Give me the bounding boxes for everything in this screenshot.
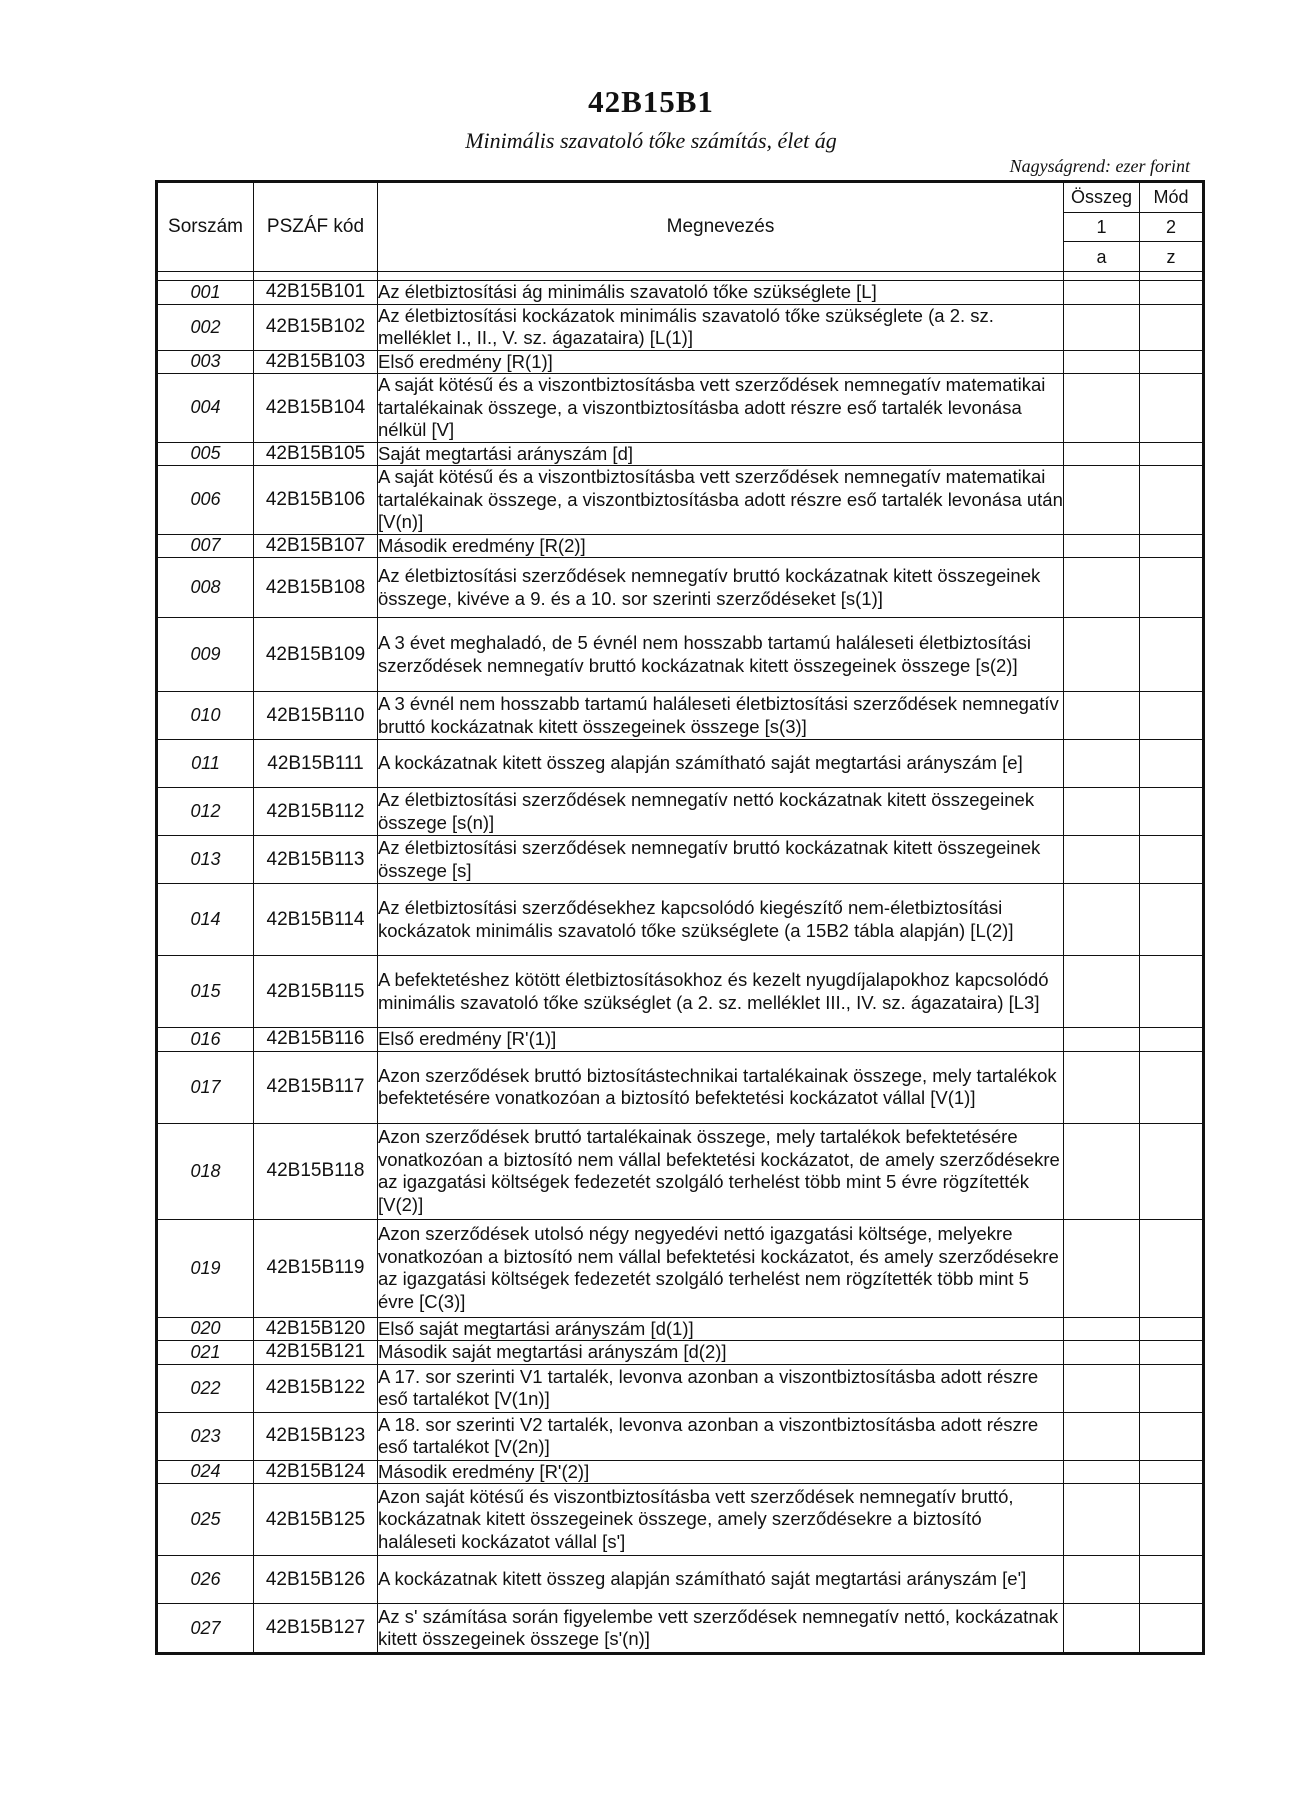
row-description: A kockázatnak kitett összeg alapján számítható saját megtartási arányszám [e']: [378, 1556, 1064, 1604]
row-description: Második eredmény [R'(2)]: [378, 1460, 1064, 1484]
row-mode-input[interactable]: [1140, 1412, 1204, 1460]
form-subtitle: Minimális szavatoló tőke számítás, élet ág: [465, 128, 837, 153]
row-description: Azon szerződések utolsó négy negyedévi nettó igazgatási költsége, melyekre vonatkozóan a biztosító nem vállal befektetési kockázatot, és amely szerződésekre az igazgatási költségek fedezetét szolgáló terhelést nem rögzítették több mint 5 évre [C(3)]: [378, 1219, 1064, 1317]
row-number: 008: [157, 558, 254, 618]
row-code: 42B15B102: [254, 304, 378, 350]
row-number: 002: [157, 304, 254, 350]
row-amount-input[interactable]: [1064, 1364, 1140, 1412]
row-description: A saját kötésű és a viszontbiztosításba vett szerződések nemnegatív matematikai tartalékainak összege, a viszontbiztosításba adott részre eső tartalék levonása nélkül [V]: [378, 374, 1064, 443]
row-description: Első eredmény [R(1)]: [378, 350, 1064, 374]
row-number: 009: [157, 618, 254, 692]
row-code: 42B15B101: [254, 281, 378, 305]
row-description: Az életbiztosítási kockázatok minimális szavatoló tőke szükséglete (a 2. sz. melléklet I., II., V. sz. ágazataira) [L(1)]: [378, 304, 1064, 350]
table-row: [157, 836, 1204, 884]
row-description: Az életbiztosítási szerződések nemnegatív nettó kockázatnak kitett összegeinek összege [s(n)]: [378, 788, 1064, 836]
row-mode-input[interactable]: [1140, 558, 1204, 618]
row-amount-input[interactable]: [1064, 1460, 1140, 1484]
row-number: 016: [157, 1028, 254, 1052]
row-amount-input[interactable]: [1064, 466, 1140, 535]
row-code: 42B15B106: [254, 466, 378, 535]
row-number: 023: [157, 1412, 254, 1460]
row-amount-input[interactable]: [1064, 1412, 1140, 1460]
row-code: 42B15B120: [254, 1317, 378, 1341]
row-amount-input[interactable]: [1064, 788, 1140, 836]
header-osszeg-number: 1: [1064, 212, 1140, 242]
row-description: Első saját megtartási arányszám [d(1)]: [378, 1317, 1064, 1341]
row-amount-input[interactable]: [1064, 1051, 1140, 1123]
table-row: [157, 374, 1204, 443]
row-description: A befektetéshez kötött életbiztosításokhoz és kezelt nyugdíjalapokhoz kapcsolódó minimális szavatoló tőke szükséglet (a 2. sz. melléklet III., IV. sz. ágazataira) [L3]: [378, 956, 1064, 1028]
table-row: [157, 1484, 1204, 1556]
row-number: 021: [157, 1341, 254, 1365]
form-table: [155, 180, 1205, 1655]
header-sorszam: Sorszám: [157, 182, 254, 272]
table-row: [157, 558, 1204, 618]
form-rows: [157, 281, 1204, 1654]
row-code: 42B15B116: [254, 1028, 378, 1052]
table-row: [157, 1460, 1204, 1484]
row-amount-input[interactable]: [1064, 1556, 1140, 1604]
row-mode-input[interactable]: [1140, 374, 1204, 443]
table-row: [157, 1556, 1204, 1604]
row-code: 42B15B112: [254, 788, 378, 836]
row-amount-input[interactable]: [1064, 374, 1140, 443]
table-row: [157, 1028, 1204, 1052]
row-mode-input[interactable]: [1140, 1341, 1204, 1365]
row-description: Második saját megtartási arányszám [d(2)]: [378, 1341, 1064, 1365]
table-row: [157, 281, 1204, 305]
row-amount-input[interactable]: [1064, 692, 1140, 740]
row-amount-input[interactable]: [1064, 281, 1140, 305]
row-code: 42B15B108: [254, 558, 378, 618]
row-code: 42B15B125: [254, 1484, 378, 1556]
row-code: 42B15B122: [254, 1364, 378, 1412]
row-amount-input[interactable]: [1064, 442, 1140, 466]
row-code: 42B15B118: [254, 1123, 378, 1219]
table-row: [157, 534, 1204, 558]
row-description: A 3 évnél nem hosszabb tartamú haláleseti életbiztosítási szerződések nemnegatív bruttó kockázatnak kitett összegeinek összege [s(3)]: [378, 692, 1064, 740]
table-row: [157, 618, 1204, 692]
table-row: [157, 956, 1204, 1028]
row-mode-input[interactable]: [1140, 788, 1204, 836]
row-mode-input[interactable]: [1140, 956, 1204, 1028]
row-mode-input[interactable]: [1140, 1051, 1204, 1123]
table-row: [157, 740, 1204, 788]
row-number: 025: [157, 1484, 254, 1556]
row-code: 42B15B117: [254, 1051, 378, 1123]
row-description: Saját megtartási arányszám [d]: [378, 442, 1064, 466]
row-code: 42B15B107: [254, 534, 378, 558]
row-mode-input[interactable]: [1140, 836, 1204, 884]
row-code: 42B15B105: [254, 442, 378, 466]
row-description: Az életbiztosítási szerződésekhez kapcsolódó kiegészítő nem-életbiztosítási kockázatok minimális szavatoló tőke szükséglete (a 15B2 tábla alapján) [L(2)]: [378, 884, 1064, 956]
row-mode-input[interactable]: [1140, 1556, 1204, 1604]
row-number: 001: [157, 281, 254, 305]
header-mod-type: z: [1140, 242, 1204, 272]
table-row: [157, 350, 1204, 374]
row-mode-input[interactable]: [1140, 1460, 1204, 1484]
header-mod-number: 2: [1140, 212, 1204, 242]
row-description: Az s' számítása során figyelembe vett szerződések nemnegatív nettó, kockázatnak kitett összegeinek összege [s'(n)]: [378, 1604, 1064, 1654]
row-number: 020: [157, 1317, 254, 1341]
row-description: A kockázatnak kitett összeg alapján számítható saját megtartási arányszám [e]: [378, 740, 1064, 788]
table-row: [157, 1604, 1204, 1654]
row-code: 42B15B115: [254, 956, 378, 1028]
row-amount-input[interactable]: [1064, 534, 1140, 558]
row-mode-input[interactable]: [1140, 281, 1204, 305]
row-mode-input[interactable]: [1140, 1604, 1204, 1654]
row-amount-input[interactable]: [1064, 956, 1140, 1028]
row-number: 026: [157, 1556, 254, 1604]
row-mode-input[interactable]: [1140, 1317, 1204, 1341]
row-number: 027: [157, 1604, 254, 1654]
row-amount-input[interactable]: [1064, 1484, 1140, 1556]
row-number: 022: [157, 1364, 254, 1412]
row-code: 42B15B104: [254, 374, 378, 443]
row-number: 012: [157, 788, 254, 836]
row-code: 42B15B110: [254, 692, 378, 740]
form-code-title: 42B15B1: [588, 84, 714, 119]
row-mode-input[interactable]: [1140, 692, 1204, 740]
row-number: 004: [157, 374, 254, 443]
table-row: [157, 692, 1204, 740]
row-mode-input[interactable]: [1140, 466, 1204, 535]
row-mode-input[interactable]: [1140, 618, 1204, 692]
row-amount-input[interactable]: [1064, 618, 1140, 692]
row-mode-input[interactable]: [1140, 350, 1204, 374]
row-description: Második eredmény [R(2)]: [378, 534, 1064, 558]
row-mode-input[interactable]: [1140, 1364, 1204, 1412]
header-osszeg: Összeg: [1064, 182, 1140, 213]
row-amount-input[interactable]: [1064, 1341, 1140, 1365]
row-number: 006: [157, 466, 254, 535]
table-row: [157, 1123, 1204, 1219]
row-description: Az életbiztosítási szerződések nemnegatív bruttó kockázatnak kitett összegeinek összege [s]: [378, 836, 1064, 884]
table-row: [157, 788, 1204, 836]
row-description: Azon saját kötésű és viszontbiztosításba vett szerződések nemnegatív bruttó, kockázatnak kitett összegeinek összege, amely szerződésekre a biztosító haláleseti kockázatot vállal [s']: [378, 1484, 1064, 1556]
row-description: Első eredmény [R'(1)]: [378, 1028, 1064, 1052]
row-number: 010: [157, 692, 254, 740]
row-description: A 18. sor szerinti V2 tartalék, levonva azonban a viszontbiztosításba adott részre eső tartalékot [V(2n)]: [378, 1412, 1064, 1460]
row-code: 42B15B119: [254, 1219, 378, 1317]
row-mode-input[interactable]: [1140, 884, 1204, 956]
row-amount-input[interactable]: [1064, 1123, 1140, 1219]
row-number: 019: [157, 1219, 254, 1317]
table-row: [157, 1364, 1204, 1412]
row-code: 42B15B123: [254, 1412, 378, 1460]
row-mode-input[interactable]: [1140, 1123, 1204, 1219]
row-code: 42B15B127: [254, 1604, 378, 1654]
row-number: 011: [157, 740, 254, 788]
row-code: 42B15B114: [254, 884, 378, 956]
row-amount-input[interactable]: [1064, 740, 1140, 788]
row-amount-input[interactable]: [1064, 1604, 1140, 1654]
row-code: 42B15B113: [254, 836, 378, 884]
table-row: [157, 1317, 1204, 1341]
row-code: 42B15B121: [254, 1341, 378, 1365]
row-number: 024: [157, 1460, 254, 1484]
table-row: [157, 304, 1204, 350]
table-row: [157, 1051, 1204, 1123]
row-number: 018: [157, 1123, 254, 1219]
row-code: 42B15B103: [254, 350, 378, 374]
row-mode-input[interactable]: [1140, 1028, 1204, 1052]
row-amount-input[interactable]: [1064, 884, 1140, 956]
header-osszeg-type: a: [1064, 242, 1140, 272]
header-gap-row: [157, 272, 1204, 281]
row-amount-input[interactable]: [1064, 558, 1140, 618]
row-amount-input[interactable]: [1064, 350, 1140, 374]
row-amount-input[interactable]: [1064, 1317, 1140, 1341]
table-row: [157, 1219, 1204, 1317]
row-description: Azon szerződések bruttó biztosítástechnikai tartalékainak összege, mely tartalékok befektetésére vonatkozóan a biztosító befektetési kockázatot vállal [V(1)]: [378, 1051, 1064, 1123]
header-pszaf-kod: PSZÁF kód: [254, 182, 378, 272]
row-description: Azon szerződések bruttó tartalékainak összege, mely tartalékok befektetésére vonatkozóan a biztosító nem vállal befektetési kockázatot, de amely szerződésekre az igazgatási költségek fedezetét szolgáló terhelést több mint 5 évre rögzítették [V(2)]: [378, 1123, 1064, 1219]
header-mod: Mód: [1140, 182, 1204, 213]
row-description: Az életbiztosítási szerződések nemnegatív bruttó kockázatnak kitett összegeinek összege, kivéve a 9. és a 10. sor szerinti szerződéseket [s(1)]: [378, 558, 1064, 618]
row-amount-input[interactable]: [1064, 1028, 1140, 1052]
table-row: [157, 466, 1204, 535]
row-mode-input[interactable]: [1140, 740, 1204, 788]
row-amount-input[interactable]: [1064, 304, 1140, 350]
row-amount-input[interactable]: [1064, 1219, 1140, 1317]
row-description: Az életbiztosítási ág minimális szavatoló tőke szükséglete [L]: [378, 281, 1064, 305]
unit-note: Nagyságrend: ezer forint: [1009, 156, 1190, 176]
row-amount-input[interactable]: [1064, 836, 1140, 884]
row-number: 007: [157, 534, 254, 558]
table-row: [157, 884, 1204, 956]
row-code: 42B15B126: [254, 1556, 378, 1604]
row-number: 014: [157, 884, 254, 956]
row-number: 005: [157, 442, 254, 466]
table-row: [157, 442, 1204, 466]
table-row: [157, 1341, 1204, 1365]
row-number: 015: [157, 956, 254, 1028]
row-description: A 17. sor szerinti V1 tartalék, levonva azonban a viszontbiztosításba adott részre eső tartalékot [V(1n)]: [378, 1364, 1064, 1412]
row-mode-input[interactable]: [1140, 534, 1204, 558]
row-description: A 3 évet meghaladó, de 5 évnél nem hosszabb tartamú haláleseti életbiztosítási szerződések nemnegatív bruttó kockázatnak kitett összegeinek összege [s(2)]: [378, 618, 1064, 692]
row-code: 42B15B109: [254, 618, 378, 692]
row-number: 013: [157, 836, 254, 884]
row-number: 003: [157, 350, 254, 374]
row-number: 017: [157, 1051, 254, 1123]
header-megnevezes: Megnevezés: [378, 182, 1064, 272]
row-mode-input[interactable]: [1140, 1219, 1204, 1317]
row-description: A saját kötésű és a viszontbiztosításba vett szerződések nemnegatív matematikai tartalékainak összege, a viszontbiztosításba adott részre eső tartalék levonása után [V(n)]: [378, 466, 1063, 532]
table-row: [157, 1412, 1204, 1460]
row-code: 42B15B124: [254, 1460, 378, 1484]
row-mode-input[interactable]: [1140, 304, 1204, 350]
row-mode-input[interactable]: [1140, 442, 1204, 466]
row-mode-input[interactable]: [1140, 1484, 1204, 1556]
row-code: 42B15B111: [254, 740, 378, 788]
